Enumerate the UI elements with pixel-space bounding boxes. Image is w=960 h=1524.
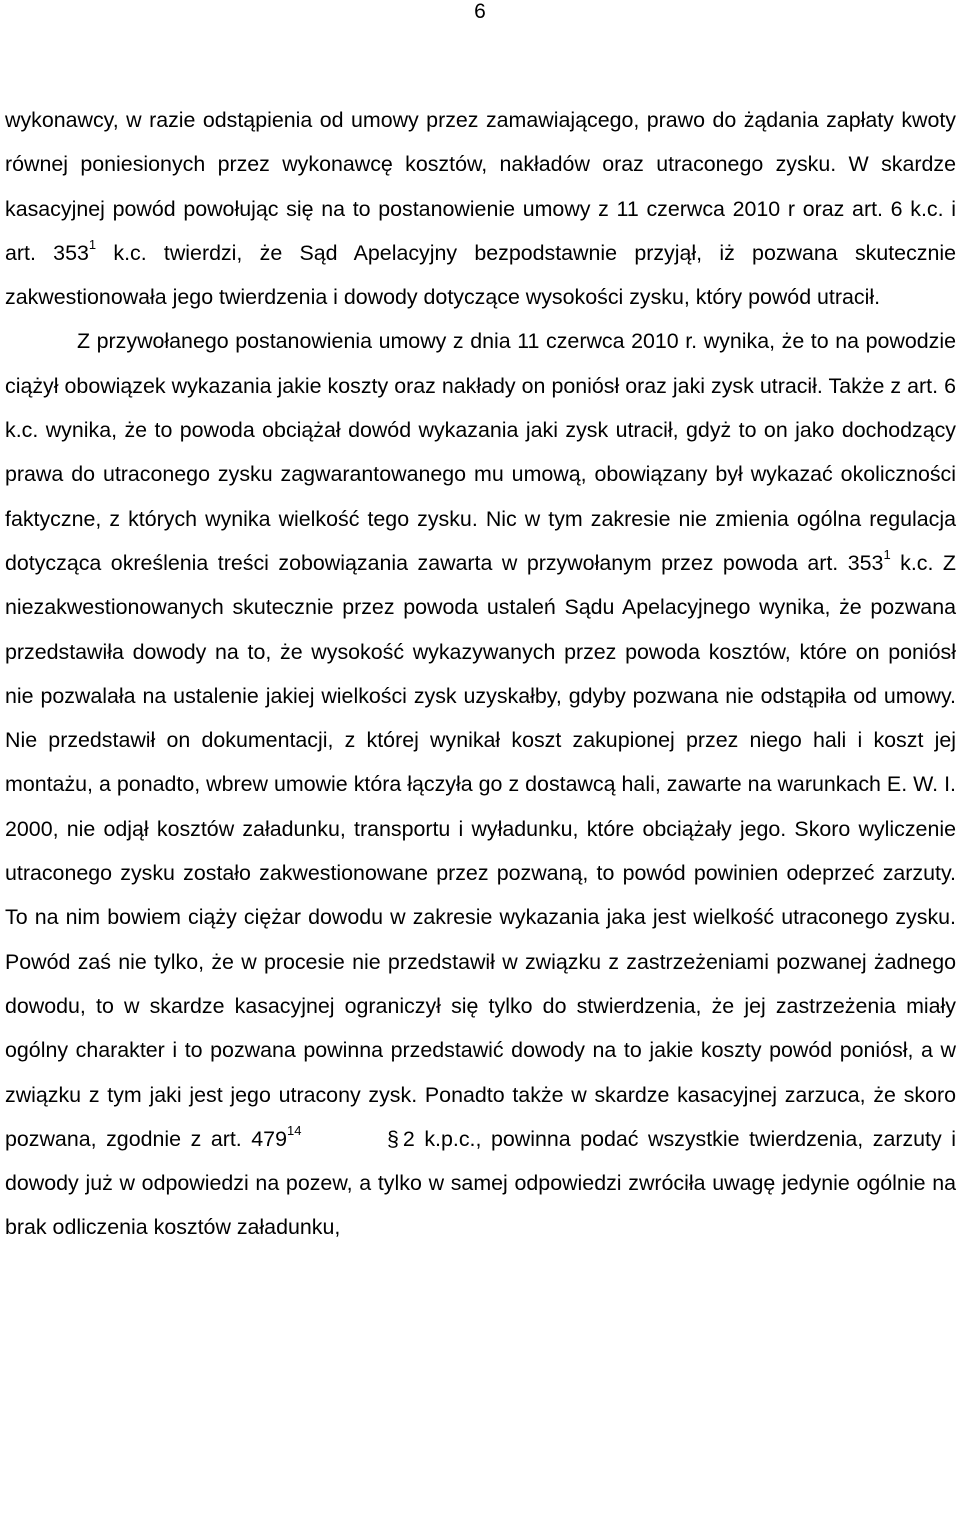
superscript: 14 xyxy=(286,1122,302,1138)
paragraph-1 xyxy=(5,98,956,319)
section-sign: § xyxy=(387,1126,399,1151)
superscript: 1 xyxy=(883,546,891,562)
document-body xyxy=(5,98,956,1250)
text-segment: 2 k.p.c., powinna podać wszystkie twierdzenia, zarzuty i dowody już w odpowiedzi na pozew, a tylko w samej odpowiedzi zwróciła uwagę jedynie ogólnie na brak odliczenia kosztów załadunku, xyxy=(5,1126,956,1240)
text-segment: Z przywołanego postanowienia umowy z dnia 11 czerwca 2010 r. wynika, że to na powodzie ciążył obowiązek wykazania jakie koszty oraz nakłady on poniósł oraz jaki zysk utracił. Także z art. 6 k.c. wynika, że to powoda obciążał dowód wykazania jaki zysk utracił, gdyż to on jako dochodzący prawa do utraconego zysku zagwarantowanego mu umową, obowiązany był wykazać okoliczności faktyczne, z których wynika wielkość tego zysku. Nic w tym zakresie nie zmienia ogólna regulacja dotycząca określenia treści zobowiązania zawarta w przywołanym przez powoda art. 353 xyxy=(5,329,956,575)
page-number: 6 xyxy=(474,0,486,23)
text-segment: k.c. twierdzi, że Sąd Apelacyjny bezpodstawnie przyjął, iż pozwana skutecznie zakwestionowała jego twierdzenia i dowody dotyczące wysokości zysku, który powód utracił. xyxy=(5,240,957,310)
text-segment: wykonawcy, w razie odstąpienia od umowy przez zamawiającego, prawo do żądania zapłaty kwoty równej poniesionych przez wykonawcę kosztów, nakładów oraz utraconego zysku. W skardze kasacyjnej powód powołując się na to postanowienie umowy z 11 czerwca 2010 r oraz art. 6 k.c. i art. 353 xyxy=(5,108,956,265)
paragraph-2 xyxy=(5,319,956,1249)
superscript: 1 xyxy=(88,236,97,252)
text-segment: k.c. Z niezakwestionowanych skutecznie przez powoda ustaleń Sądu Apelacyjnego wynika, że pozwana przedstawiła dowody na to, że wysokość wykazywanych przez powoda kosztów, które on poniósł nie pozwalała na ustalenie jakiej wielkości zysk uzyskałby, gdyby pozwana nie odstąpiła od umowy. Nie przedstawił on dokumentacji, z której wynikał koszt zakupionej przez niego hali i koszt jej montażu, a ponadto, wbrew umowie która łączyła go z dostawcą hali, zawarte na warunkach E. W. I. 2000, nie odjął kosztów załadunku, transportu i wyładunku, które obciążały jego. Skoro wyliczenie utraconego zysku zostało zakwestionowane przez pozwaną, to powód powinien odeprzeć zarzuty. To na nim bowiem ciąży ciężar dowodu w zakresie wykazania jaka jest wielkość utraconego zysku. Powód zaś nie tylko, że w procesie nie przedstawił w związku z zastrzeżeniami pozwanej żadnego dowodu, to w skardze kasacyjnej ograniczył się tylko do stwierdzenia, że jej zastrzeżenia miały ogólny charakter i to pozwana powinna przedstawić dowody na to jakie koszty powód poniósł, a w związku z tym jaki jest jego utracony zysk. Ponadto także w skardze kasacyjnej zarzuca, że skoro pozwana, zgodnie z art. 479 xyxy=(5,550,956,1151)
